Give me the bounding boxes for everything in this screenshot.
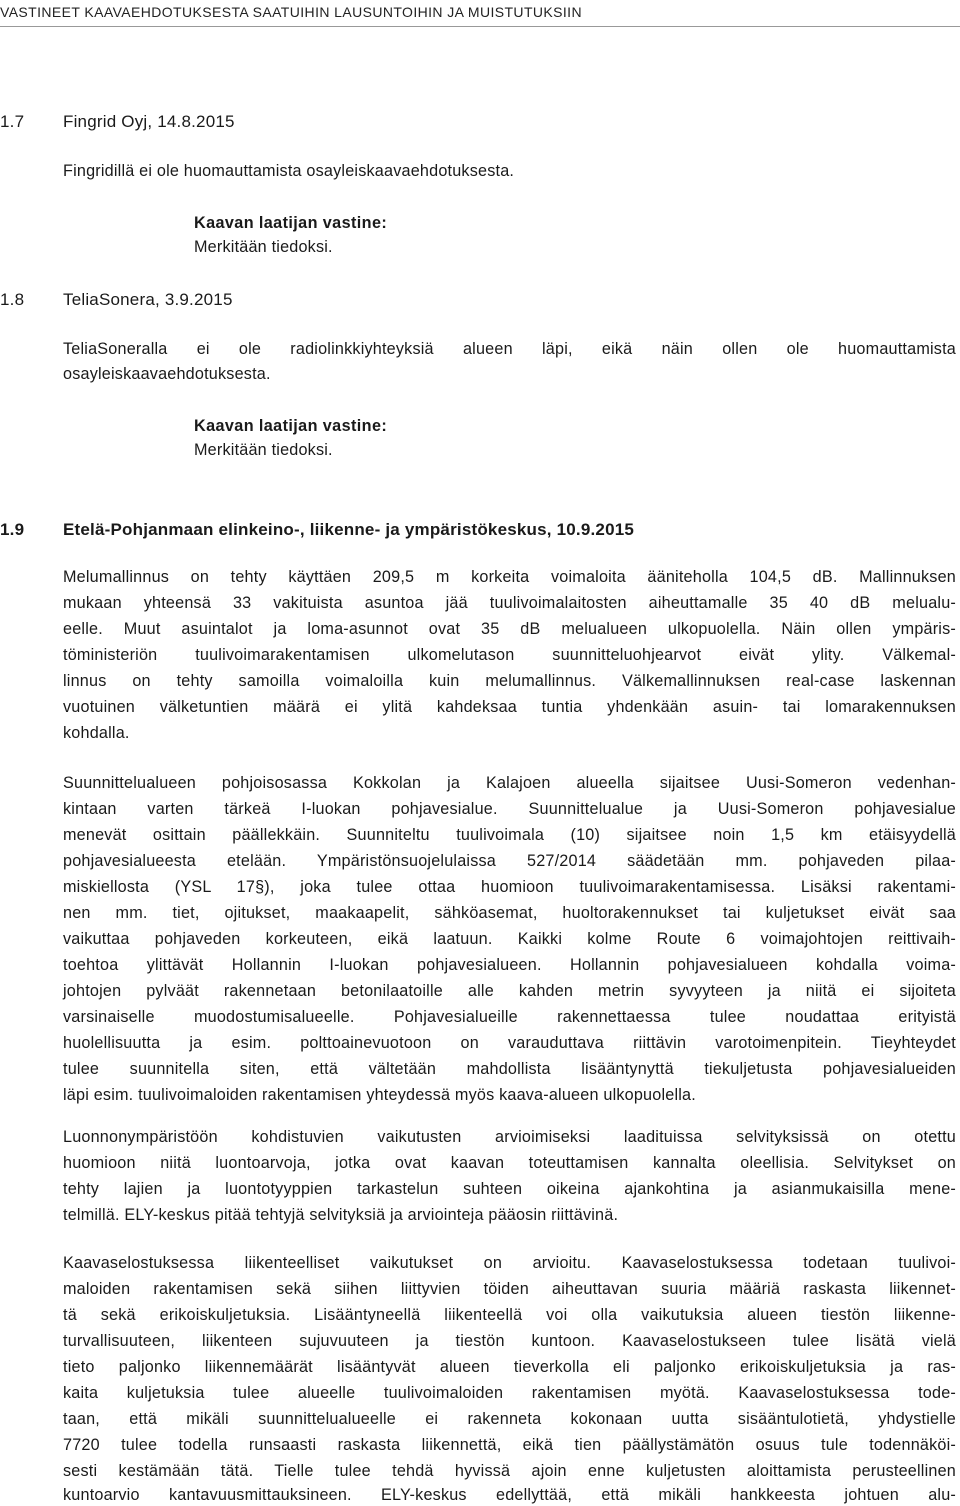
body-line: menevät osittain päällekkäin. Suunniteltu tuulivoimala (10) sijaitsee noin 1,5 km etäisyydellä <box>63 826 956 844</box>
section-title: TeliaSonera, 3.9.2015 <box>63 290 233 309</box>
body-line: tulee suunnitella siten, että vältetään mahdollista lisääntynyttä tiekuljetusta pohjavesialueiden <box>63 1060 956 1078</box>
body-line: vuotuinen välketuntien määrä ei ylitä kahdeksaa tuntia yhdenkään asuin- tai lomarakennuksen <box>63 698 956 716</box>
body-line: Melumallinnus on tehty käyttäen 209,5 m korkeita voimaloita ääniteholla 104,5 dB. Mallinnuksen <box>63 568 956 586</box>
body-line: miskiellosta (YSL 17§), joka tulee ottaa huomioon tuulivoimarakentamisessa. Lisäksi rakentami- <box>63 878 956 896</box>
body-line: tehty lajien ja luontotyyppien tarkastelun suhteen oikeina ajankohtina ja asianmukaisilla mene- <box>63 1180 956 1198</box>
body-line: toehtoa ylittävät Hollannin I-luokan pohjavesialueen. Hollannin pohjavesialueen kohdalla voima- <box>63 956 956 974</box>
section-number: 1.8 <box>0 290 25 309</box>
body-line: kintaan varten tärkeä I-luokan pohjavesialue. Suunnittelualue ja Uusi-Someron pohjavesialue <box>63 800 956 818</box>
body-line: huomioon niitä luontoarvoja, jotka ovat kaavan toteuttamisen kannalta oleellisia. Selvitykset on <box>63 1154 956 1172</box>
section-heading-1-9 <box>0 520 634 540</box>
section-number: 1.7 <box>0 112 25 131</box>
body-line: läpi esim. tuulivoimaloiden rakentamisen yhteydessä myös kaava-alueen ulkopuolella. <box>63 1086 696 1104</box>
section-number: 1.9 <box>0 520 25 539</box>
body-line: pohjavesialueesta etelään. Ympäristönsuojelulaissa 527/2014 säädetään mm. pohjaveden pilaa- <box>63 852 956 870</box>
body-line: kohdalla. <box>63 724 130 742</box>
section-heading-1-8 <box>0 290 233 310</box>
body-line: varsinaiselle muodostumisalueelle. Pohjavesialueille rakennettaessa tulee noudattaa erityistä <box>63 1008 956 1026</box>
body-line: maloiden rakentamisen sekä siihen liittyvien töiden aiheuttavan suuria määriä raskasta liikennet- <box>63 1280 956 1298</box>
section-heading-1-7 <box>0 112 235 132</box>
document-header: VASTINEET KAAVAEHDOTUKSESTA SAATUIHIN LAUSUNTOIHIN JA MUISTUTUKSIIN <box>0 4 582 20</box>
reply-label: Kaavan laatijan vastine: <box>194 214 388 232</box>
body-line: kaita kuljetuksia tulee alueelle tuulivoimaloiden rakentamisen myötä. Kaavaselostuksessa tode- <box>63 1384 956 1402</box>
body-line: Kaavaselostuksessa liikenteelliset vaikutukset on arvioitu. Kaavaselostuksessa todetaan tuulivoi- <box>63 1254 956 1272</box>
body-line: eelle. Muut asuintalot ja loma-asunnot ovat 35 dB melualueen ulkopuolella. Näin ollen ympäris- <box>63 620 956 638</box>
body-line: tä sekä erikoiskuljetuksia. Lisääntyneellä liikenteellä voi olla vaikutuksia alueen tiestön liikenne- <box>63 1306 956 1324</box>
header-divider <box>0 26 960 27</box>
body-line: mukaan yhteensä 33 vakituista asuntoa jää tuulivoimalaitosten aiheuttamalle 35 40 dB melualu- <box>63 594 956 612</box>
reply-text: Merkitään tiedoksi. <box>194 238 333 256</box>
body-text: Fingridillä ei ole huomauttamista osayleiskaavaehdotuksesta. <box>63 162 515 180</box>
body-line: 7720 tulee todella runsaasti raskasta liikennettä, eikä tien päällystämätön osuus tule todennäköi- <box>63 1436 956 1454</box>
body-line: Suunnittelualueen pohjoisosassa Kokkolan ja Kalajoen alueella sijaitsee Uusi-Someron vedenhan- <box>63 774 956 792</box>
body-line: johtojen pylväät rakennetaan betonilaatoille alle kahden metrin syvyyteen ja niitä ei sijoiteta <box>63 982 956 1000</box>
section-title: Fingrid Oyj, 14.8.2015 <box>63 112 235 131</box>
reply-text: Merkitään tiedoksi. <box>194 441 333 459</box>
reply-label: Kaavan laatijan vastine: <box>194 417 388 435</box>
body-line: huolellisuutta ja esim. polttoainevuotoon on varauduttava riittävin varotoimenpitein. Tieyhteydet <box>63 1034 956 1052</box>
section-title: Etelä-Pohjanmaan elinkeino-, liikenne- ja ympäristökeskus, 10.9.2015 <box>63 520 635 539</box>
body-line: kuntoarvio kantavuusmittauksineen. ELY-keskus edellyttää, että mikäli hankkeesta johtuen alu- <box>63 1486 956 1504</box>
body-line: linnus on tehty samoilla voimaloilla kuin melumallinnus. Välkemallinnuksen real-case laskennan <box>63 672 956 690</box>
body-line: Luonnonympäristöön kohdistuvien vaikutusten arvioimiseksi laadituissa selvityksissä on otettu <box>63 1128 956 1146</box>
body-line: tieto paljonko liikennemäärät lisääntyvät alueen tieverkolla eli paljonko erikoiskuljetuksia ja ras- <box>63 1358 956 1376</box>
body-line: turvallisuuteen, liikenteen sujuvuuteen ja tiestön kuntoon. Kaavaselostukseen tulee lisätä vielä <box>63 1332 956 1350</box>
body-line: nen mm. tiet, ojitukset, maakaapelit, sähköasemat, huoltorakennukset tai kuljetukset eivät saa <box>63 904 956 922</box>
body-line: sesti kestämään tätä. Tielle tulee tehdä hyvissä ajoin enne kuljetusten aloittamista perusteellinen <box>63 1462 956 1480</box>
body-line: TeliaSoneralla ei ole radiolinkkiyhteyksiä alueen läpi, eikä näin ollen ole huomauttamista <box>63 340 956 358</box>
body-line: taan, että mikäli suunnittelualueelle ei rakenneta kokonaan uutta sisääntulotietä, yhdystielle <box>63 1410 956 1428</box>
body-line: vaikuttaa pohjaveden korkeuteen, eikä laatuun. Kaikki kolme Route 6 voimajohtojen reittivaih- <box>63 930 956 948</box>
body-line: töministeriön tuulivoimarakentamisen ulkomelutason suunnitteluohjearvot eivät ylity. Välkemal- <box>63 646 956 664</box>
body-line: osayleiskaavaehdotuksesta. <box>63 365 271 383</box>
body-line: telmillä. ELY-keskus pitää tehtyjä selvityksiä ja arviointeja pääosin riittävinä. <box>63 1206 619 1224</box>
